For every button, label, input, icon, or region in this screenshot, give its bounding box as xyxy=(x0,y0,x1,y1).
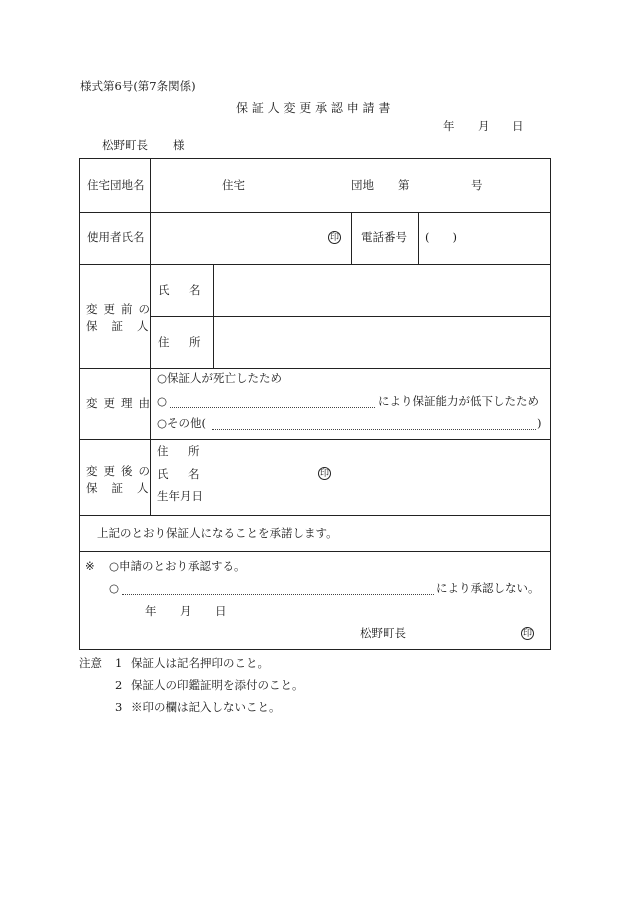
reason-option-other-suffix: ) xyxy=(537,416,542,430)
notes-label: 注意 xyxy=(79,656,102,670)
approval-option-reject-prefix: ○ xyxy=(109,581,120,595)
residence-number-prefix: 第 xyxy=(398,178,410,192)
approval-option-reject-suffix: により承認しない。 xyxy=(436,581,540,595)
reason-option-death: ○保証人が死亡したため xyxy=(157,371,283,385)
prev-guarantor-address-label: 住 所 xyxy=(158,335,205,349)
reason-option-other-prefix: ○その他( xyxy=(157,416,207,430)
new-guarantor-name-label: 氏 名 xyxy=(157,467,204,481)
note-2-number: 2 xyxy=(115,678,123,692)
approval-reject-blank xyxy=(122,594,434,595)
approval-option-approve: ○申請のとおり承認する。 xyxy=(109,559,246,573)
form-number: 様式第6号(第7条関係) xyxy=(80,79,196,93)
approval-year: 年 xyxy=(145,604,157,618)
prev-guarantor-label-line2: 保証人 xyxy=(86,319,163,333)
consent-text: 上記のとおり保証人になることを承諾します。 xyxy=(97,526,338,540)
reason-option-capacity-prefix: ○ xyxy=(157,394,168,408)
approval-month: 月 xyxy=(180,604,192,618)
new-guarantor-address-label: 住 所 xyxy=(157,444,204,458)
page-title: 保 証 人 変 更 承 認 申 請 書 xyxy=(236,101,391,115)
residence-housing: 住宅 xyxy=(222,178,245,192)
prev-guarantor-label-line1: 変更前の xyxy=(86,302,156,316)
user-name-label: 使用者氏名 xyxy=(87,230,145,244)
seal-icon: 印 xyxy=(329,233,339,243)
residence-label: 住宅団地名 xyxy=(87,178,145,192)
seal-icon: 印 xyxy=(522,629,532,639)
note-1-number: 1 xyxy=(115,656,123,670)
note-3-text: ※印の欄は記入しないこと。 xyxy=(131,700,281,714)
approval-day: 日 xyxy=(215,604,227,618)
date-month: 月 xyxy=(478,119,490,133)
reason-other-blank xyxy=(212,429,536,430)
phone-label: 電話番号 xyxy=(361,230,407,244)
addressee-honorific: 様 xyxy=(173,138,185,152)
phone-paren: ( ) xyxy=(425,230,457,244)
note-1-text: 保証人は記名押印のこと。 xyxy=(131,656,269,670)
approval-mayor: 松野町長 xyxy=(360,626,406,640)
new-guarantor-label-line1: 変更後の xyxy=(86,464,156,478)
residence-number-suffix: 号 xyxy=(471,178,483,192)
addressee: 松野町長 xyxy=(102,138,148,152)
reason-label: 変更理由 xyxy=(86,396,156,410)
seal-icon: 印 xyxy=(319,469,329,479)
date-year: 年 xyxy=(443,119,455,133)
new-guarantor-birth-label: 生年月日 xyxy=(157,489,203,503)
note-2-text: 保証人の印鑑証明を添付のこと。 xyxy=(131,678,304,692)
reason-option-capacity-suffix: により保証能力が低下したため xyxy=(378,394,539,408)
residence-complex: 団地 xyxy=(351,178,374,192)
note-3-number: 3 xyxy=(115,700,123,714)
date-day: 日 xyxy=(512,119,524,133)
office-use-mark: ※ xyxy=(85,559,95,573)
reason-capacity-blank xyxy=(170,407,375,408)
prev-guarantor-name-label: 氏 名 xyxy=(158,283,205,297)
new-guarantor-label-line2: 保証人 xyxy=(86,481,163,495)
